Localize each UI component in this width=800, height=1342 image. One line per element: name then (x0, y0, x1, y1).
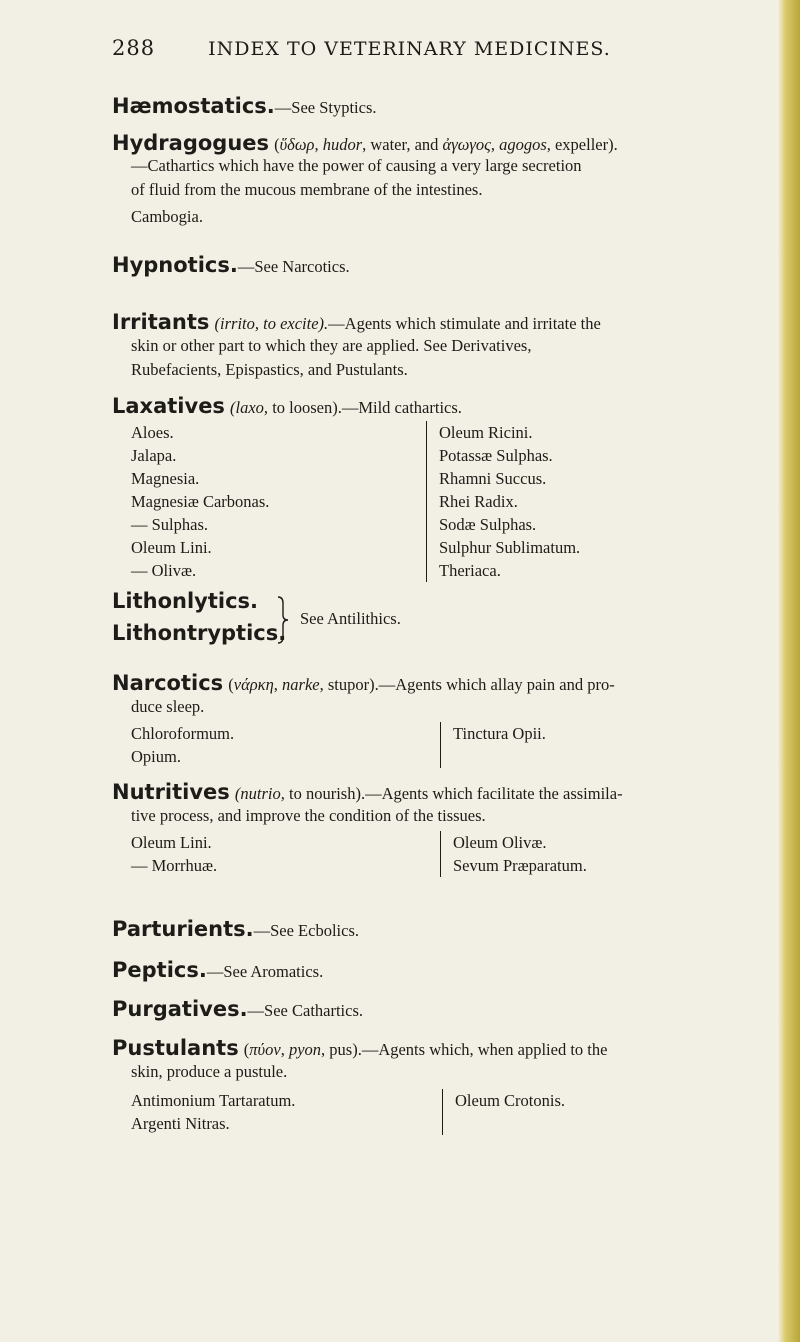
entry-narcotics: Narcotics (νάρκη, narke, stupor).—Agents which allay pain and pro- duce sleep. Chloroformum. Opium. Tinctura Opii. (112, 671, 764, 770)
drug-list-column-left (131, 722, 234, 768)
list-item: Theriaca. (439, 561, 501, 580)
page-number: 288 (112, 36, 156, 60)
entry-peptics (112, 958, 764, 982)
list-item: Rhamni Succus. (439, 469, 547, 488)
brace-icon (276, 595, 290, 645)
list-item: Oleum Ricini. (439, 423, 533, 442)
entry-reference: See Antilithics. (300, 609, 401, 628)
entry-term: Hypnotics. (112, 253, 238, 277)
list-item: Jalapa. (131, 446, 177, 465)
entry-term: Purgatives. (112, 997, 248, 1021)
entry-term: Pustulants (112, 1036, 239, 1060)
entry-term: Laxatives (112, 394, 225, 418)
drug-list (112, 421, 764, 589)
running-header (112, 36, 652, 60)
entry-laxatives: Laxatives (laxo, to loosen).—Mild cathartics. Aloes. Jalapa. Magnesia. Magnesiæ Carbonas. — Sulphas. Oleum Lini. — Olivæ. Oleum Ricini. Potassæ Sulphas. Rhamni Succus. Rhei Radix. Sodæ Sulphas. Sulphur Sublimatum. Theriaca. (112, 394, 764, 589)
entry-litholytics (112, 589, 764, 659)
drug-list-column-right (440, 831, 587, 877)
greek-word: νάρκη (233, 675, 274, 694)
drug-list-column-right (440, 722, 546, 768)
entry-term: Lithontryptics. (112, 621, 287, 645)
list-item: Sodæ Sulphas. (439, 515, 537, 534)
list-item: Sevum Præparatum. (453, 855, 587, 875)
entry-definition: Rubefacients, Epispastics, and Pustulants. (131, 359, 408, 379)
list-item: Magnesiæ Carbonas. (131, 492, 270, 511)
list-item: Oleum Lini. (131, 832, 212, 852)
greek-word: ὕδωρ (279, 135, 315, 154)
entry-reference: —See Cathartics. (247, 1001, 364, 1020)
entry-definition: skin or other part to which they are applied. See Derivatives, (131, 336, 532, 355)
entry-parturients (112, 917, 764, 941)
list-item: — Sulphas. (131, 515, 209, 534)
drug-list-column-left (131, 1089, 295, 1135)
entry-term: Hæmostatics. (112, 94, 275, 118)
entry-purgatives (112, 997, 764, 1021)
entry-definition: skin, produce a pustule. (131, 1062, 288, 1081)
drug-list (112, 831, 764, 879)
list-item: Tinctura Opii. (453, 723, 546, 743)
list-item: Opium. (131, 746, 181, 766)
entry-hydragogues: Hydragogues (ὕδωρ, hudor, water, and ἀγωγος, agogos, expeller). —Cathartics which have the power of causing a very large secretion of fluid from the mucous membrane of the intestines. Cambogia. (112, 131, 764, 229)
entry-definition: tive process, and improve the condition of the tissues. (131, 806, 486, 825)
list-item: Sulphur Sublimatum. (439, 538, 581, 557)
entry-pustulants: Pustulants (πύον, pyon, pus).—Agents which, when applied to the skin, produce a pustule. Antimonium Tartaratum. Argenti Nitras. Oleum Crotonis. (112, 1036, 764, 1137)
list-item: Chloroformum. (131, 723, 235, 743)
list-item: Antimonium Tartaratum. (131, 1090, 296, 1110)
entry-reference: —See Styptics. (274, 98, 377, 117)
list-item: Argenti Nitras. (131, 1113, 230, 1133)
entry-reference: —See Aromatics. (206, 962, 324, 981)
entry-term: Nutritives (112, 780, 230, 804)
list-item: Rhei Radix. (439, 492, 518, 511)
drug-list-column-left (131, 831, 217, 877)
drug-list-column-left (131, 421, 269, 582)
running-title: INDEX TO VETERINARY MEDICINES. (208, 38, 611, 60)
entry-term: Hydragogues (112, 131, 270, 155)
etymology: (nutrio, (234, 784, 285, 803)
entry-example: Cambogia. (131, 207, 203, 226)
entry-term: Parturients. (112, 917, 254, 941)
entry-term: Peptics. (112, 958, 207, 982)
greek-word: ἀγωγος (442, 135, 491, 154)
drug-list (112, 722, 764, 770)
entry-haemostatics (112, 94, 764, 118)
list-item: Oleum Crotonis. (455, 1090, 565, 1110)
list-item: Oleum Lini. (131, 538, 212, 557)
entry-term: Irritants (112, 310, 210, 334)
entry-hypnotics (112, 253, 764, 277)
entry-term: Lithonlytics. (112, 589, 258, 613)
list-item: Aloes. (131, 423, 174, 442)
page-edge (778, 0, 800, 1342)
entry-definition: duce sleep. (131, 697, 205, 716)
entry-reference: —See Narcotics. (237, 257, 350, 276)
drug-list (112, 1089, 764, 1137)
etymology: (laxo, (230, 398, 269, 417)
list-item: Potassæ Sulphas. (439, 446, 553, 465)
entry-nutritives: Nutritives (nutrio, to nourish).—Agents which facilitate the assimila- tive process, and improve the condition of the tissues. Oleum Lini. — Morrhuæ. Oleum Olivæ. Sevum Præparatum. (112, 780, 764, 879)
list-item: — Morrhuæ. (131, 855, 218, 875)
drug-list-column-right (426, 421, 580, 582)
entry-definition: of fluid from the mucous membrane of the intestines. (131, 179, 483, 199)
etymology: (irrito, to excite). (214, 314, 329, 333)
entry-reference: —See Ecbolics. (253, 921, 359, 940)
entry-definition: —Cathartics which have the power of causing a very large secretion (131, 156, 582, 175)
entry-term: Narcotics (112, 671, 224, 695)
list-item: — Olivæ. (131, 561, 197, 580)
drug-list-column-right (442, 1089, 565, 1135)
list-item: Magnesia. (131, 469, 200, 488)
list-item: Oleum Olivæ. (453, 832, 547, 852)
entry-irritants: Irritants (irrito, to excite).—Agents which stimulate and irritate the skin or other part to which they are applied. See Derivatives, Rubefacients, Epispastics, and Pustulants. (112, 310, 764, 381)
greek-word: πύον (249, 1040, 281, 1059)
